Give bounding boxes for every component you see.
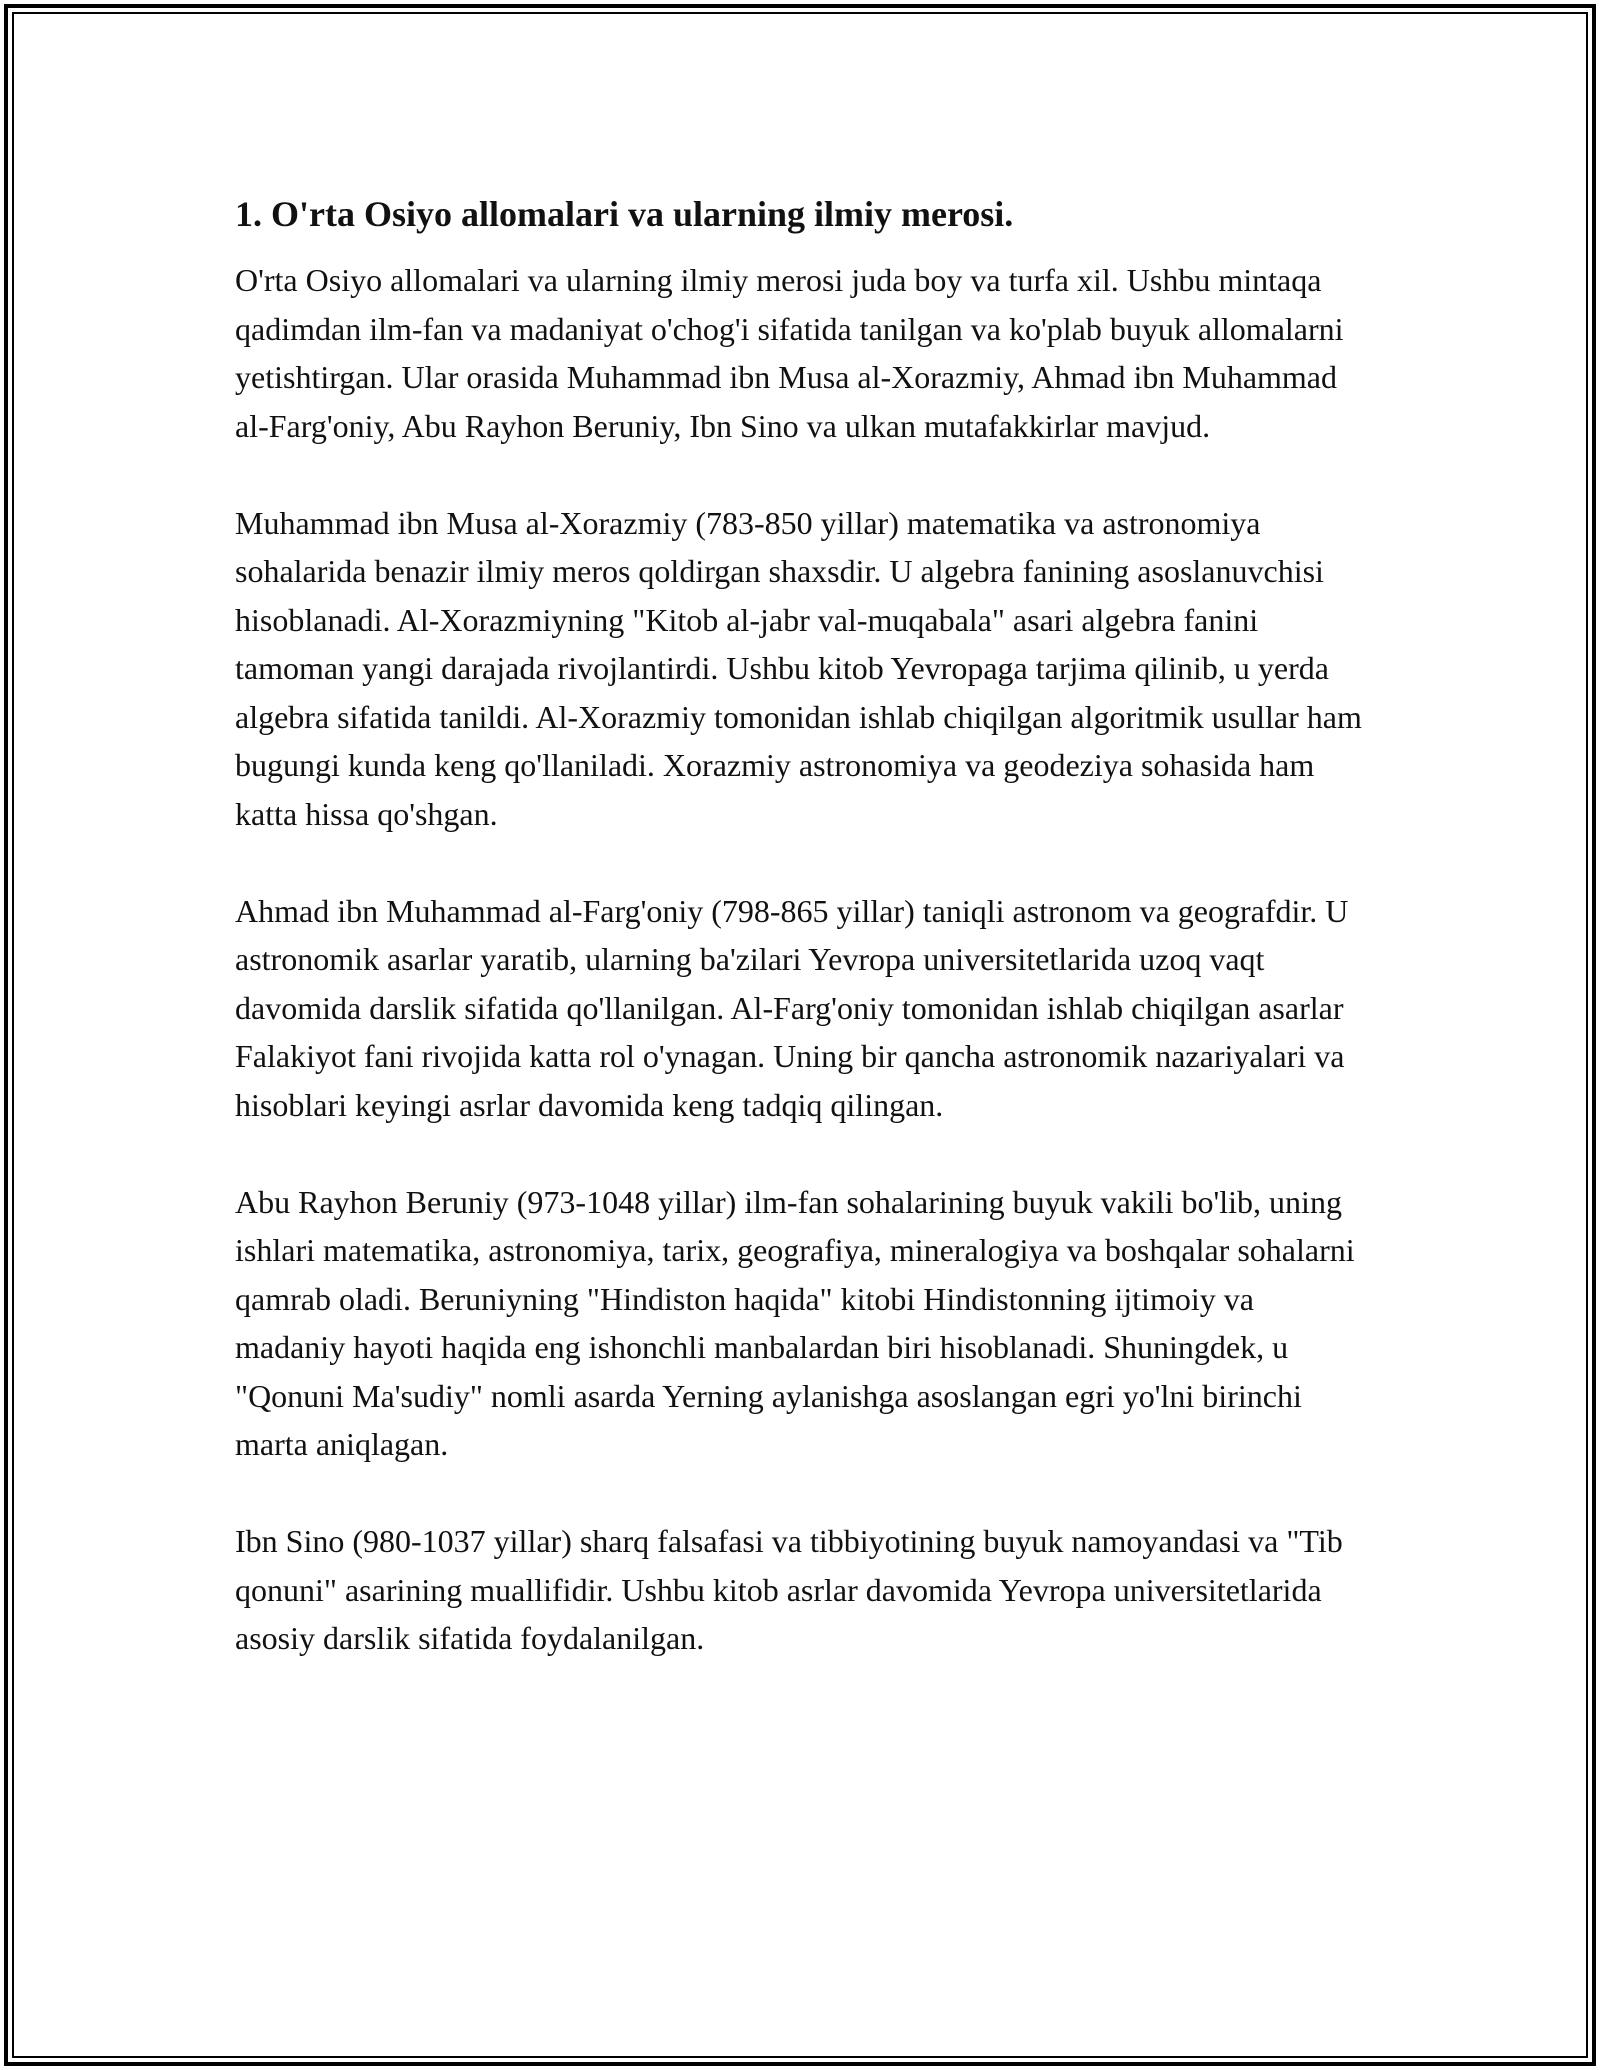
document-body [235, 190, 1370, 1711]
paragraph-farg-oniy: Ahmad ibn Muhammad al-Farg'oniy (798-865 yillar) taniqli astronom va geografdir. U astronomik asarlar yaratib, ularning ba'zilari Yevropa universitetlarida uzoq vaqt davomida darslik sifatida qo'llanilgan. Al-Farg'oniy tomonidan ishlab chiqilgan asarlar Falakiyot fani rivojida katta rol o'ynagan. Uning bir qancha astronomik nazariyalari va hisoblari keyingi asrlar davomida keng tadqiq qilingan. [235, 892, 1349, 1123]
paragraph-xorazmiy: Muhammad ibn Musa al-Xorazmiy (783-850 yillar) matematika va astronomiya sohalarida benazir ilmiy meros qoldirgan shaxsdir. U algebra fanining asoslanuvchisi hisoblanadi. Al-Xorazmiyning "Kitob al-jabr val-muqabala" asari algebra fanini tamoman yangi darajada rivojlantirdi. Ushbu kitob Yevropaga tarjima qilinib, u yerda algebra sifatida tanildi. Al-Xorazmiy tomonidan ishlab chiqilgan algoritmik usullar ham bugungi kunda keng qo'llaniladi. Xorazmiy astronomiya va geodeziya sohasida ham katta hissa qo'shgan. [235, 504, 1362, 832]
paragraph-beruniy: Abu Rayhon Beruniy (973-1048 yillar) ilm-fan sohalarining buyuk vakili bo'lib, uning ishlari matematika, astronomiya, tarix, geografiya, mineralogiya va boshqalar sohalarni qamrab oladi. Beruniyning "Hindiston haqida" kitobi Hindistonning ijtimoiy va madaniy hayoti haqida eng ishonchli manbalardan biri hisoblanadi. Shuningdek, u "Qonuni Ma'sudiy" nomli asarda Yerning aylanishga asoslangan egri yo'lni birinchi marta aniqlagan. [235, 1183, 1355, 1462]
paragraph-intro: O'rta Osiyo allomalari va ularning ilmiy merosi juda boy va turfa xil. Ushbu mintaqa qadimdan ilm-fan va madaniyat o'chog'i sifatida tanilgan va ko'plab buyuk allomalarni yetishtirgan. Ular orasida Muhammad ibn Musa al-Xorazmiy, Ahmad ibn Muhammad al-Farg'oniy, Abu Rayhon Beruniy, Ibn Sino va ulkan mutafakkirlar mavjud. [235, 262, 1344, 444]
section-heading: 1. O'rta Osiyo allomalari va ularning ilmiy merosi. [235, 194, 1014, 234]
paragraph-ibn-sino: Ibn Sino (980-1037 yillar) sharq falsafasi va tibbiyotining buyuk namoyandasi va "Tib qonuni" asarining muallifidir. Ushbu kitob asrlar davomida Yevropa universitetlarida asosiy darslik sifatida foydalanilgan. [235, 1523, 1343, 1656]
